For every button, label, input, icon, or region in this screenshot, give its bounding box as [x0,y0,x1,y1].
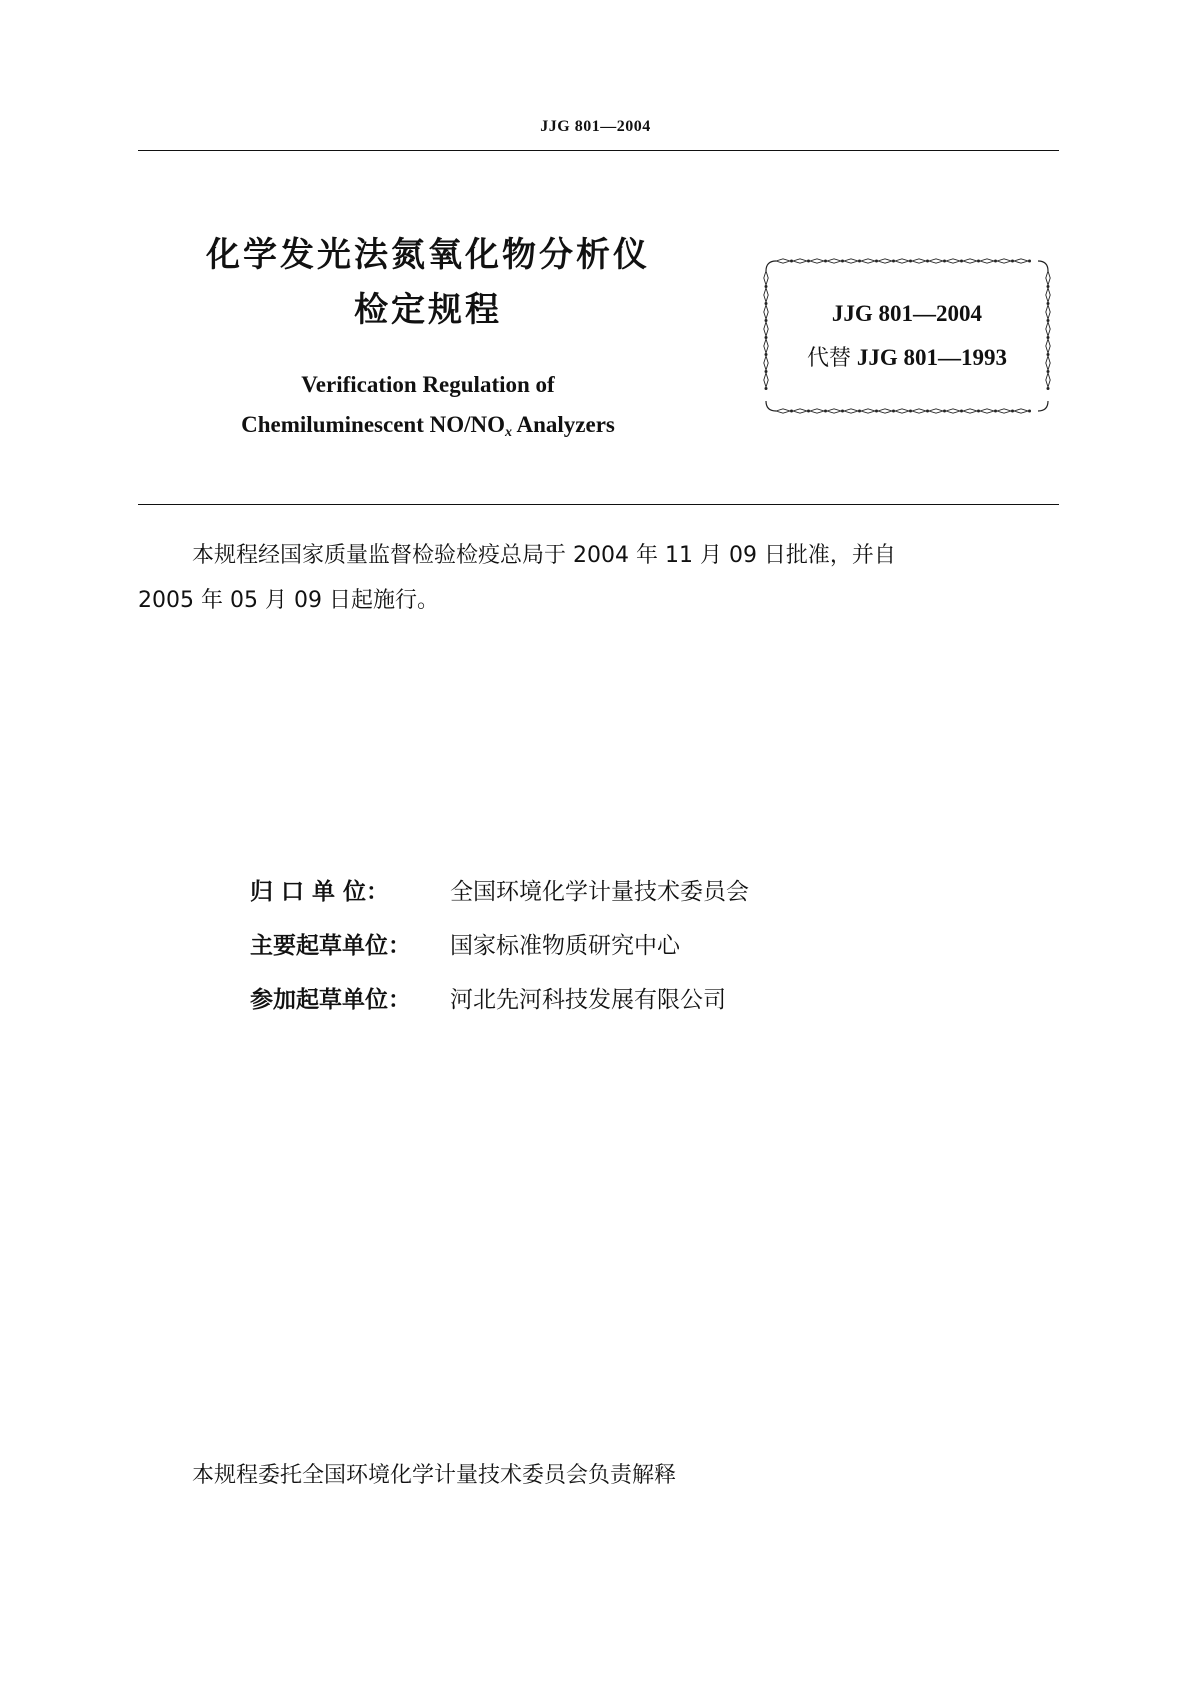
unit-label: 归 口 单 位： [250,879,390,905]
drafting-units [250,865,749,1027]
running-header-code: JJG 801—2004 [540,118,651,135]
replaces-code-value: JJG 801—1993 [851,345,1007,370]
title-chinese-line1: 化学发光法氮氧化物分析仪 [206,235,650,275]
unit-row-participating-drafter [250,973,749,1027]
unit-row-main-drafter [250,919,749,973]
replaces-code [762,341,1052,372]
unit-label: 主要起草单位： [250,933,411,959]
title-chinese [150,228,706,338]
title-english-subscript: x [505,425,512,440]
title-english-line1: Verification Regulation of [301,372,555,397]
title-english-line2 [150,405,706,453]
unit-label: 参加起草单位： [250,987,411,1013]
standard-code: JJG 801—2004 [831,301,983,326]
unit-value: 全国环境化学计量技术委员会 [450,879,749,905]
unit-value: 河北先河科技发展有限公司 [450,987,726,1013]
approval-statement [138,533,1059,623]
replaces-prefix: 代替 [807,346,852,371]
unit-row-responsible [250,865,749,919]
standard-code-box [762,257,1052,415]
interpretation-note: 本规程委托全国环境化学计量技术委员会负责解释 [192,1463,677,1488]
header-rule [138,150,1059,151]
title-chinese-line2: 检定规程 [354,290,502,330]
title-rule [138,504,1059,505]
decorative-border [762,257,1052,415]
title-english [150,365,706,453]
unit-value: 国家标准物质研究中心 [450,933,680,959]
title-english-line2-tail: Analyzers [512,412,615,437]
title-english-line2-main: Chemiluminescent NO/NO [241,412,505,437]
approval-line-1: 本规程经国家质量监督检验检疫总局于 2004 年 11 月 09 日批准，并自 [192,543,896,568]
approval-line-2: 2005 年 05 月 09 日起施行。 [138,588,439,613]
